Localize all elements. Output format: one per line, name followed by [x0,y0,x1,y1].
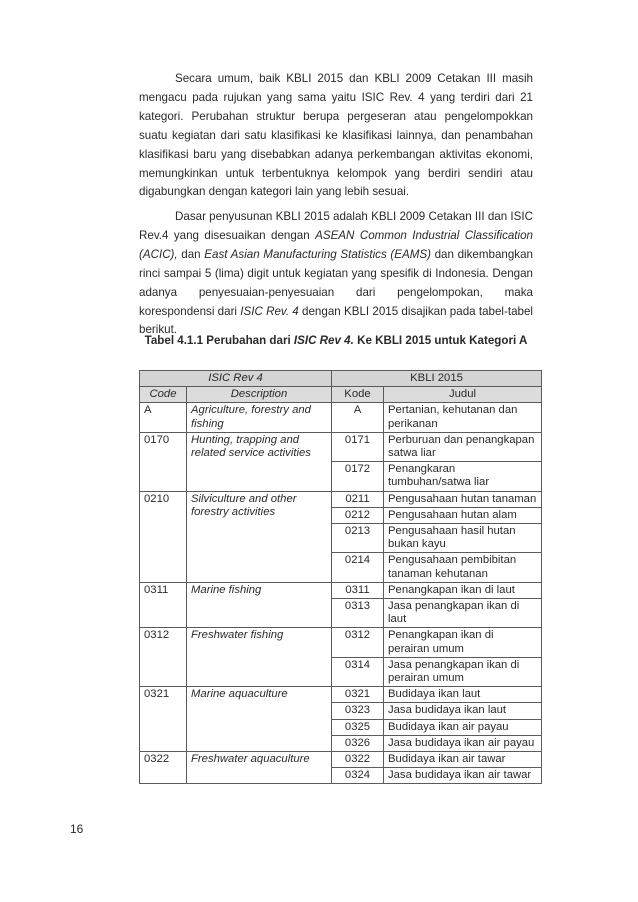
kbli-judul-cell: Pengusahaan hutan alam [384,507,542,523]
paragraph-basis-text-4: dengan KBLI 2015 disajikan pada tabel-tabel berikut. [139,304,533,337]
kbli-kode-cell: 0324 [332,768,384,784]
caption-italic: ISIC Rev 4. [293,334,354,347]
isic-code-cell: 0210 [140,491,187,582]
isic-code-cell: A [140,403,187,432]
kbli-judul-cell: Jasa budidaya ikan laut [384,703,542,719]
isic-description-cell: Silviculture and other forestry activities [187,491,332,582]
page-number: 16 [70,822,84,836]
caption-text-2: Ke KBLI 2015 untuk Kategori A [353,334,528,347]
paragraph-basis-italic-2: East Asian Manufacturing Statistics (EAMS) [204,247,431,261]
paragraph-basis-text-2: dan [177,247,205,261]
paragraph-intro [139,70,533,202]
kbli-kode-cell: 0314 [332,657,384,686]
table-row [140,628,542,657]
kbli-kode-cell: 0322 [332,752,384,768]
kbli-judul-cell: Budidaya ikan laut [384,687,542,703]
kbli-judul-cell: Penangkapan ikan di laut [384,582,542,598]
table-group-header-row [140,371,542,387]
kbli-judul-cell: Penangkaran tumbuhan/satwa liar [384,462,542,491]
paragraph-basis-italic-1: ASEAN Common Industrial Classification (ACIC), [139,228,534,261]
table-row [140,403,542,432]
header-kode: Kode [332,387,384,403]
isic-code-cell: 0312 [140,628,187,687]
kbli-kode-cell: A [332,403,384,432]
kbli-kode-cell: 0321 [332,687,384,703]
isic-code-cell: 0321 [140,687,187,752]
kbli-kode-cell: 0325 [332,719,384,735]
paragraph-basis [139,208,533,340]
table-caption [139,331,533,350]
table-body [140,403,542,784]
kbli-judul-cell: Penangkapan ikan di perairan umum [384,628,542,657]
header-isic-rev4: ISIC Rev 4 [140,371,332,387]
paragraph-intro-text: Secara umum, baik KBLI 2015 dan KBLI 2009 Cetakan III masih mengacu pada rujukan yang sama yaitu ISIC Rev. 4 yang terdiri dari 21 kategori. Perubahan struktur berupa pergeseran atau pengelompokkan suatu kegiatan dari satu klasifikasi ke klasifikasi lainnya, dan penambahan klasifikasi baru yang disebabkan adanya perkembangan aktivitas ekonomi, memungkinkan untuk terbentuknya kelompok yang berdiri sendiri atau digabungkan dengan kategori lain yang lebih sesuai. [139,72,533,199]
table-row [140,582,542,598]
isic-code-cell: 0311 [140,582,187,628]
isic-code-cell: 0322 [140,752,187,784]
kbli-kode-cell: 0211 [332,491,384,507]
kbli-judul-cell: Jasa penangkapan ikan di perairan umum [384,657,542,686]
kbli-kode-cell: 0172 [332,462,384,491]
table-row [140,432,542,461]
kbli-kode-cell: 0312 [332,628,384,657]
correspondence-table [139,370,542,784]
header-description: Description [187,387,332,403]
header-kbli-2015: KBLI 2015 [332,371,542,387]
kbli-judul-cell: Jasa penangkapan ikan di laut [384,599,542,628]
table-row [140,491,542,507]
header-code: Code [140,387,187,403]
kbli-kode-cell: 0311 [332,582,384,598]
kbli-kode-cell: 0323 [332,703,384,719]
isic-code-cell: 0170 [140,432,187,491]
isic-description-cell: Hunting, trapping and related service activities [187,432,332,491]
caption-text-1: Tabel 4.1.1 Perubahan dari [144,334,294,347]
paragraph-basis-text-3: dan dikembangkan rinci sampai 5 (lima) digit untuk kegiatan yang spesifik di Indonesia. Dengan adanya penyesuaian-penyesuaian dari pengelompokan, maka korespondensi dari [139,247,533,318]
kbli-judul-cell: Budidaya ikan air tawar [384,752,542,768]
kbli-judul-cell: Jasa budidaya ikan air payau [384,735,542,751]
kbli-judul-cell: Pengusahaan hutan tanaman [384,491,542,507]
kbli-judul-cell: Budidaya ikan air payau [384,719,542,735]
isic-description-cell: Marine fishing [187,582,332,628]
isic-description-cell: Freshwater fishing [187,628,332,687]
isic-description-cell: Agriculture, forestry and fishing [187,403,332,432]
table-row [140,752,542,768]
kbli-judul-cell: Pengusahaan pembibitan tanaman kehutanan [384,553,542,582]
kbli-kode-cell: 0313 [332,599,384,628]
kbli-judul-cell: Pertanian, kehutanan dan perikanan [384,403,542,432]
kbli-kode-cell: 0171 [332,432,384,461]
kbli-judul-cell: Jasa budidaya ikan air tawar [384,768,542,784]
header-judul: Judul [384,387,542,403]
isic-description-cell: Marine aquaculture [187,687,332,752]
table-row [140,687,542,703]
isic-description-cell: Freshwater aquaculture [187,752,332,784]
kbli-kode-cell: 0214 [332,553,384,582]
kbli-kode-cell: 0326 [332,735,384,751]
paragraph-basis-italic-3: ISIC Rev. 4 [240,304,299,318]
table-column-header-row [140,387,542,403]
paragraph-basis-text-1: Dasar penyusunan KBLI 2015 adalah KBLI 2009 Cetakan III dan ISIC Rev.4 yang disesuaikan dengan [139,210,533,242]
kbli-kode-cell: 0212 [332,507,384,523]
kbli-kode-cell: 0213 [332,524,384,553]
kbli-judul-cell: Perburuan dan penangkapan satwa liar [384,432,542,461]
kbli-judul-cell: Pengusahaan hasil hutan bukan kayu [384,524,542,553]
